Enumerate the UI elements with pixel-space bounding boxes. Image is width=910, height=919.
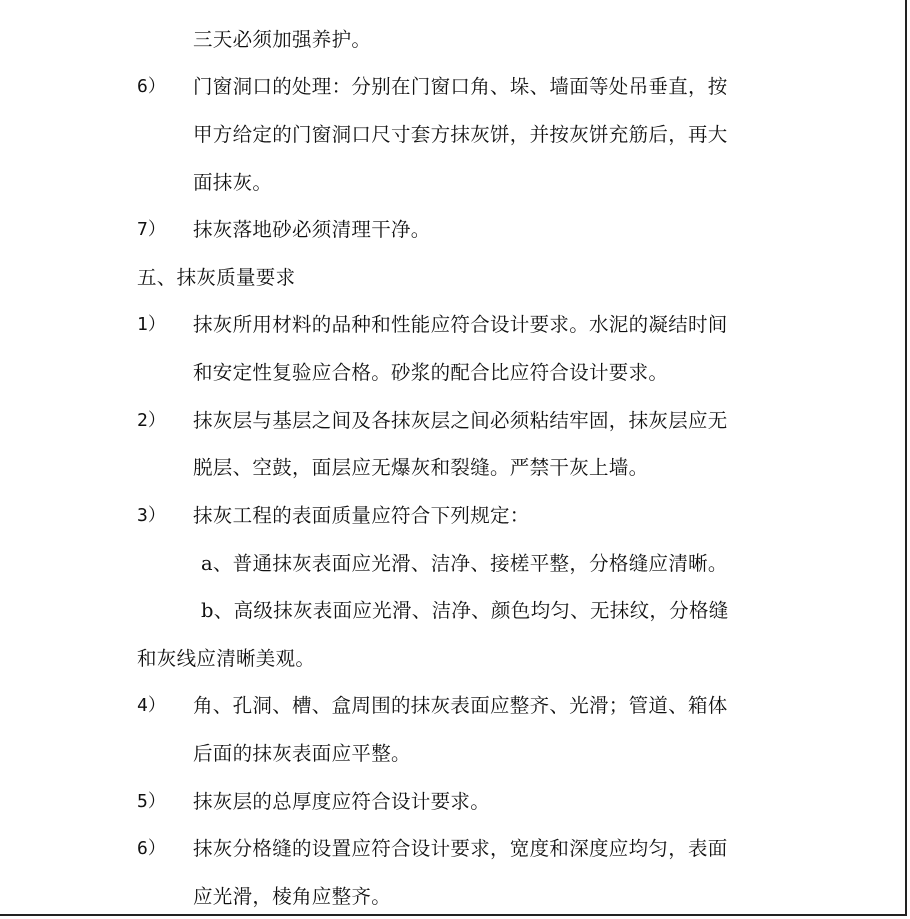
text-line: 抹灰落地砂必须清理干净。 [193, 218, 431, 241]
sub-item-a: a、普通抹灰表面应光滑、洁净、接槎平整，分格缝应清晰。 [201, 552, 728, 575]
text-line: 三天必须加强养护。 [193, 28, 372, 51]
section-heading: 五、抹灰质量要求 [137, 266, 296, 289]
sub-item-b: b、高级抹灰表面应光滑、洁净、颜色均匀、无抹纹，分格缝 [201, 599, 729, 622]
text-line: 应光滑，棱角应整齐。 [193, 885, 392, 908]
text-line: 面抹灰。 [193, 171, 273, 194]
text-line: 和灰线应清晰美观。 [137, 647, 316, 670]
list-number: 1） [137, 314, 166, 335]
text-line: 和安定性复验应合格。砂浆的配合比应符合设计要求。 [193, 361, 669, 384]
list-number: 5） [137, 791, 166, 812]
text-line: 抹灰所用材料的品种和性能应符合设计要求。水泥的凝结时间 [193, 313, 728, 336]
list-number: 2） [137, 410, 166, 431]
list-number: 3） [137, 505, 166, 526]
text-line: 抹灰分格缝的设置应符合设计要求，宽度和深度应均匀，表面 [193, 837, 728, 860]
text-line: 后面的抹灰表面应平整。 [193, 742, 411, 765]
text-line: 抹灰层的总厚度应符合设计要求。 [193, 790, 491, 813]
list-number: 4） [137, 695, 166, 716]
text-line: 抹灰工程的表面质量应符合下列规定： [193, 504, 530, 527]
list-number: 7） [137, 219, 166, 240]
text-line: 角、孔洞、槽、盒周围的抹灰表面应整齐、光滑；管道、箱体 [193, 694, 728, 717]
list-number: 6） [137, 838, 166, 859]
text-line: 甲方给定的门窗洞口尺寸套方抹灰饼，并按灰饼充筋后，再大 [193, 123, 728, 146]
list-number: 6） [137, 76, 166, 97]
text-line: 门窗洞口的处理：分别在门窗口角、垛、墙面等处吊垂直，按 [193, 75, 728, 98]
text-line: 抹灰层与基层之间及各抹灰层之间必须粘结牢固，抹灰层应无 [193, 409, 728, 432]
text-line: 脱层、空鼓，面层应无爆灰和裂缝。严禁干灰上墙。 [193, 456, 649, 479]
